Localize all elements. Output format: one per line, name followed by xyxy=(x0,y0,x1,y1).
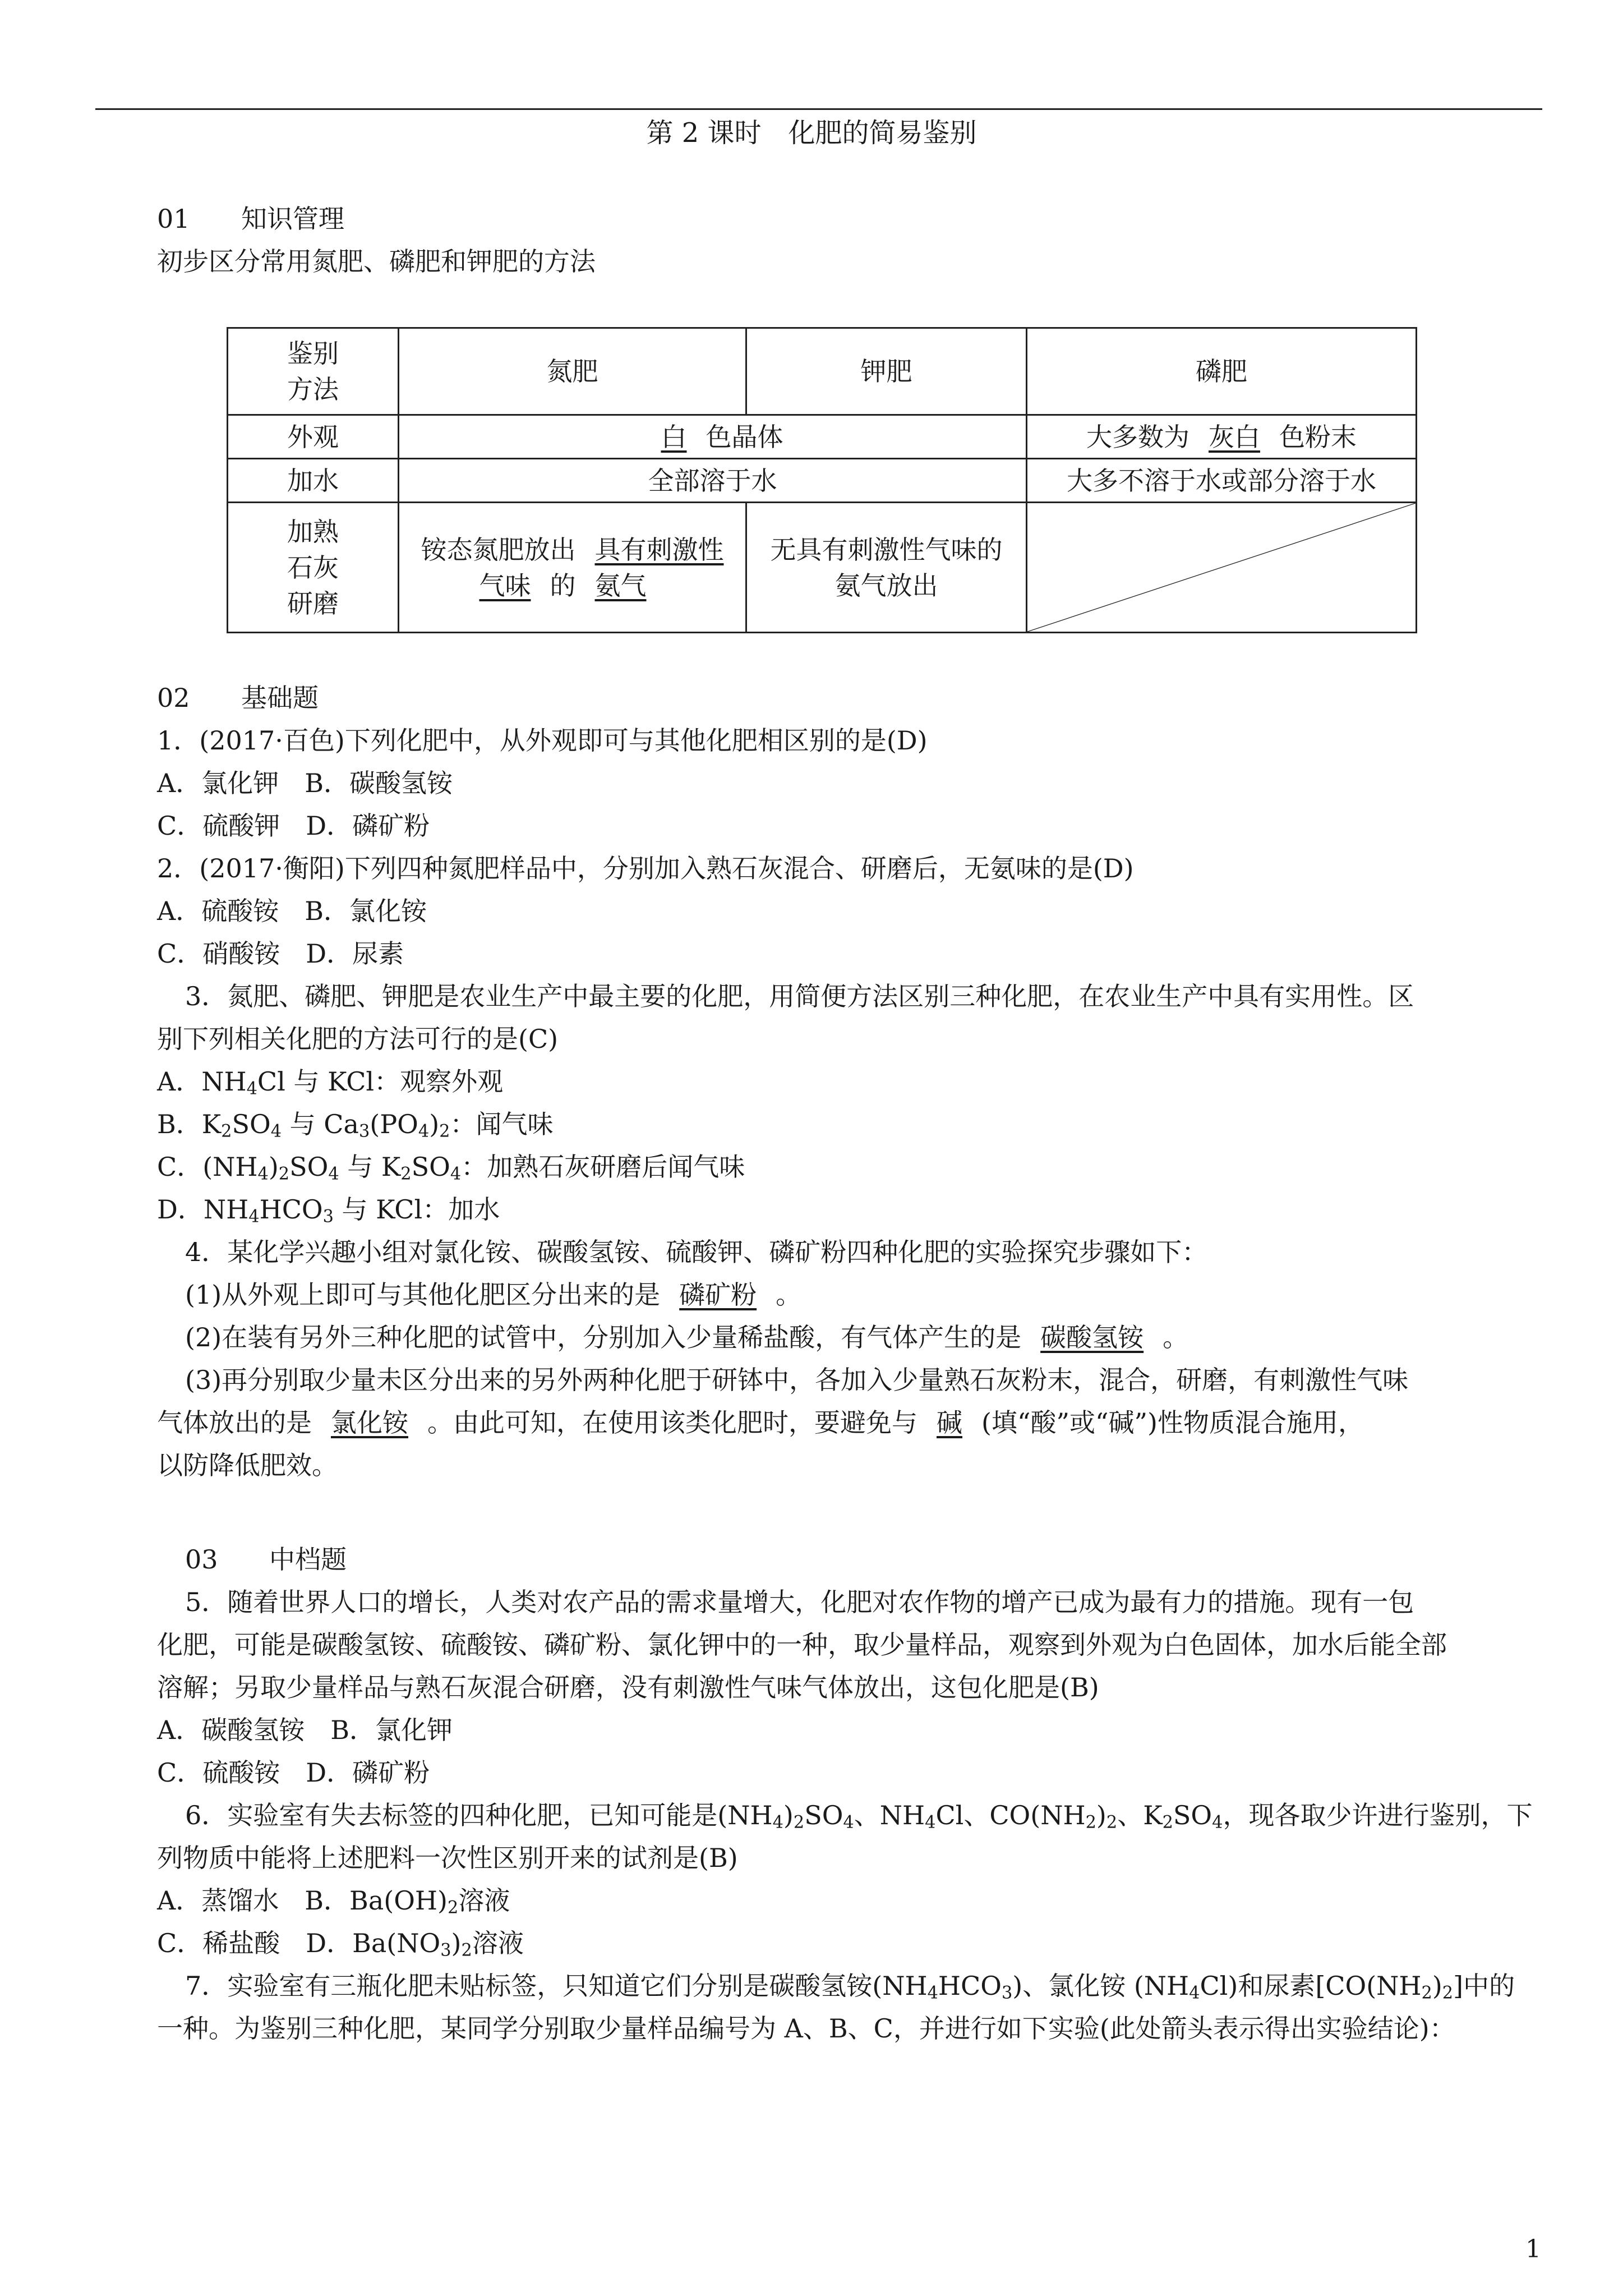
question-1: 1．(2017·百色)下列化肥中，从外观即可与其他化肥相区别的是(D) xyxy=(157,725,928,756)
question-option: C．硫酸钾 D．磷矿粉 xyxy=(157,811,430,841)
question-option: C．$(NH_4)_2SO_4$ 与 $K_2SO_4$：加熟石灰研磨后闻气味 xyxy=(157,1152,745,1184)
question-option: C．硫酸铵 D．磷矿粉 xyxy=(157,1757,430,1788)
section-label: 中档题 xyxy=(269,1544,347,1575)
section-heading xyxy=(157,680,319,716)
diagonal-line xyxy=(1027,503,1415,632)
row-label: 外观 xyxy=(228,415,399,459)
answer-blank: 碳酸氢铵 xyxy=(1040,1322,1144,1352)
question-option: C．硝酸铵 D．尿素 xyxy=(157,938,404,969)
section-number: 02 xyxy=(157,683,190,713)
table-cell: 全部溶于水 xyxy=(399,459,1027,503)
table-header-cell: 鉴别方法 xyxy=(228,328,399,415)
answer-blank: 氨气 xyxy=(594,570,647,601)
question-7: 7．实验室有三瓶化肥未贴标签，只知道它们分别是碳酸氢铵$(NH_4HCO_3)$、氯化铵 $(NH_4Cl)$和尿素$[CO(NH_2)_2]$中的 xyxy=(185,1971,1515,2003)
table-header-row xyxy=(228,328,1417,415)
question-option: D．$NH_4HCO_3$ 与 KCl：加水 xyxy=(157,1194,500,1227)
answer-blank: 氯化铵 xyxy=(331,1407,408,1438)
question-6: 6．实验室有失去标签的四种化肥，已知可能是$(NH_4)_2SO_4$、$NH_4Cl$、$CO(NH_2)_2$、$K_2SO_4$，现各取少许进行鉴别，下 xyxy=(185,1800,1533,1833)
row-label: 加熟石灰研磨 xyxy=(228,503,399,633)
page-number: 1 xyxy=(1525,2235,1541,2263)
table-header-cell: 磷肥 xyxy=(1027,328,1417,415)
answer-blank: 具有刺激性气味 xyxy=(479,534,724,601)
question-text: 以防降低肥效。 xyxy=(157,1450,338,1480)
identification-table xyxy=(227,327,1417,633)
section-heading xyxy=(185,1542,347,1577)
question-option: A．氯化钾 B．碳酸氢铵 xyxy=(157,768,453,798)
table-row xyxy=(228,503,1417,633)
question-text: 一种。为鉴别三种化肥，某同学分别取少量样品编号为 A、B、C，并进行如下实验(此处箭头表示得出实验结论)： xyxy=(157,2013,1455,2044)
question-option: A．硫酸铵 B．氯化铵 xyxy=(157,896,427,926)
question-text: 溶解；另取少量样品与熟石灰混合研磨，没有刺激性气味气体放出，这包化肥是(B) xyxy=(157,1672,1099,1703)
table-cell: 大多数为 灰白 色粉末 xyxy=(1027,415,1417,459)
section-number: 01 xyxy=(157,204,190,234)
question-option: C．稀盐酸 D．$Ba(NO_3)_2$溶液 xyxy=(157,1928,524,1961)
question-4: 4．某化学兴趣小组对氯化铵、碳酸氢铵、硫酸钾、磷矿粉四种化肥的实验探究步骤如下： xyxy=(185,1237,1208,1267)
question-text: 别下列相关化肥的方法可行的是(C) xyxy=(157,1024,559,1054)
question-2: 2．(2017·衡阳)下列四种氮肥样品中，分别加入熟石灰混合、研磨后，无氨味的是(D) xyxy=(157,853,1134,884)
section-number: 03 xyxy=(185,1544,218,1575)
question-option: A．碳酸氢铵 B．氯化钾 xyxy=(157,1715,453,1745)
question-text: 列物质中能将上述肥料一次性区别开来的试剂是(B) xyxy=(157,1843,738,1873)
table-row xyxy=(228,415,1417,459)
question-option: A．$NH_4Cl$ 与 KCl：观察外观 xyxy=(157,1066,504,1099)
diagonal-empty-cell xyxy=(1027,503,1417,633)
answer-blank: 磷矿粉 xyxy=(679,1280,757,1310)
question-text: 化肥，可能是碳酸氢铵、硫酸铵、磷矿粉、氯化钾中的一种，取少量样品，观察到外观为白色固体，加水后能全部 xyxy=(157,1630,1447,1660)
table-row xyxy=(228,459,1417,503)
row-label: 加水 xyxy=(228,459,399,503)
table-cell: 无具有刺激性气味的氨气放出 xyxy=(746,503,1027,633)
table-header-cell: 氮肥 xyxy=(399,328,746,415)
section-subtitle: 初步区分常用氮肥、磷肥和钾肥的方法 xyxy=(157,246,596,277)
question-text: 气体放出的是 氯化铵 。由此可知，在使用该类化肥时，要避免与 碱 (填“酸”或“碱”)性物质混合施用， xyxy=(157,1407,1364,1438)
question-part: (3)再分别取少量未区分出来的另外两种化肥于研钵中，各加入少量熟石灰粉末，混合，研磨，有刺激性气味 xyxy=(185,1365,1409,1395)
section-heading xyxy=(157,201,344,237)
table-cell: 大多不溶于水或部分溶于水 xyxy=(1027,459,1417,503)
question-3: 3．氮肥、磷肥、钾肥是农业生产中最主要的化肥，用简便方法区别三种化肥，在农业生产中具有实用性。区 xyxy=(185,981,1414,1011)
table-cell: 铵态氮肥放出 具有刺激性气味 的 氨气 xyxy=(399,503,746,633)
question-option: B．$K_2SO_4$ 与 $Ca_3(PO_4)_2$：闻气味 xyxy=(157,1109,554,1142)
question-5: 5．随着世界人口的增长，人类对农产品的需求量增大，化肥对农作物的增产已成为最有力的措施。现有一包 xyxy=(185,1587,1414,1617)
section-label: 基础题 xyxy=(241,683,319,713)
header-rule xyxy=(95,108,1542,110)
section-label: 知识管理 xyxy=(241,204,344,234)
page-title: 第 2 课时 化肥的简易鉴别 xyxy=(646,117,977,149)
answer-blank: 碱 xyxy=(937,1407,962,1438)
table-cell: 白 色晶体 xyxy=(399,415,1027,459)
table-header-cell: 钾肥 xyxy=(746,328,1027,415)
answer-blank: 灰白 xyxy=(1209,421,1260,452)
question-part: (2)在装有另外三种化肥的试管中，分别加入少量稀盐酸，有气体产生的是 碳酸氢铵 。 xyxy=(185,1322,1189,1352)
answer-blank: 白 xyxy=(661,421,687,452)
question-part: (1)从外观上即可与其他化肥区分出来的是 磷矿粉 。 xyxy=(185,1280,802,1310)
question-option: A．蒸馏水 B．$Ba(OH)_2$溶液 xyxy=(157,1885,510,1918)
